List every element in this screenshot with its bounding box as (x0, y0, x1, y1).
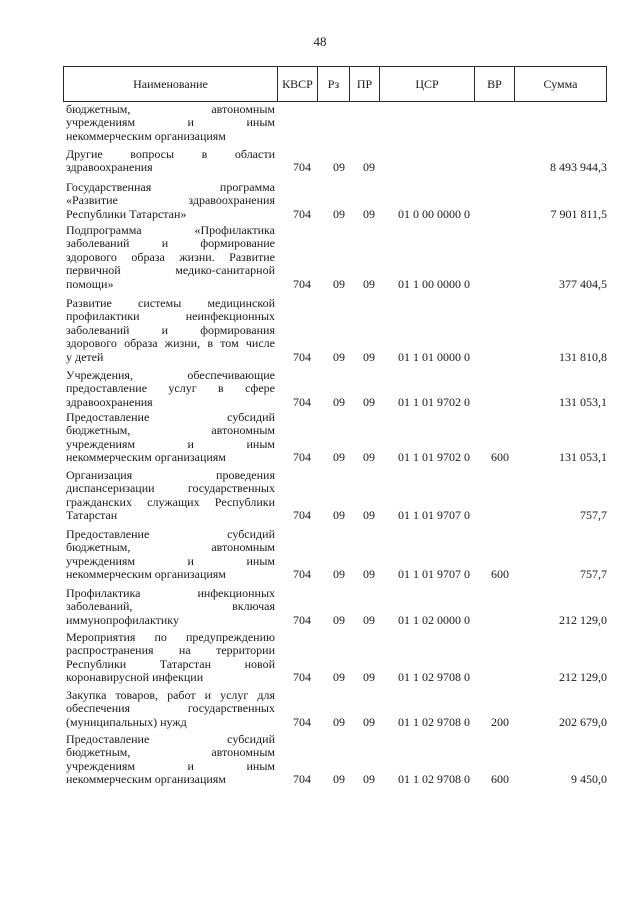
pr-cell: 09 (363, 160, 375, 175)
row-name-line: «Развитие здравоохранения (66, 193, 275, 208)
row-name (66, 469, 275, 523)
kvsr-cell: 704 (293, 450, 311, 465)
row-name-line: заболеваний, включая (66, 599, 275, 614)
row-name-line: иммунопрофилактику (66, 612, 179, 627)
row-name (66, 411, 275, 465)
rz-cell: 09 (333, 206, 345, 221)
row-name-line: Подпрограмма «Профилактика (66, 223, 275, 237)
row-name-line: здравоохранения (66, 160, 153, 175)
row-name-line: некоммерческим организациям (66, 128, 226, 143)
rz-cell: 09 (333, 612, 345, 627)
row-name-line: Организация проведения (66, 468, 275, 482)
kvsr-cell: 704 (293, 714, 311, 729)
kvsr-cell: 704 (293, 276, 311, 291)
row-name-line: диспансеризации государственных (66, 481, 275, 496)
csr-cell: 01 1 02 9708 0 (398, 772, 470, 787)
pr-cell: 09 (363, 206, 375, 221)
rz-cell: 09 (333, 714, 345, 729)
sum-cell: 131 053,1 (559, 394, 607, 409)
kvsr-cell: 704 (293, 349, 311, 364)
kvsr-cell: 704 (293, 508, 311, 523)
row-name-line: бюджетным, автономным (66, 540, 275, 555)
kvsr-cell: 704 (293, 206, 311, 221)
row-name (66, 528, 275, 582)
row-name-line: распространения на территории (66, 643, 275, 658)
row-name-line: здравоохранения (66, 394, 153, 409)
pr-cell: 09 (363, 394, 375, 409)
sum-cell: 377 404,5 (559, 276, 607, 291)
rz-cell: 09 (333, 160, 345, 175)
row-name-line: бюджетным, автономным (66, 745, 275, 760)
row-name-line: Мероприятия по предупреждению (66, 630, 275, 644)
sum-cell: 202 679,0 (559, 714, 607, 729)
pr-cell: 09 (363, 349, 375, 364)
rz-cell: 09 (333, 772, 345, 787)
row-name-line: Профилактика инфекционных (66, 586, 275, 600)
csr-cell: 01 0 00 0000 0 (398, 206, 470, 221)
kvsr-cell: 704 (293, 394, 311, 409)
row-name-line: Другие вопросы в области (66, 147, 275, 161)
row-name-line: учреждениям и иным (66, 436, 275, 451)
row-name (66, 369, 275, 409)
csr-cell: 01 1 01 9702 0 (398, 450, 470, 465)
vr-cell: 600 (491, 567, 509, 582)
pr-cell: 09 (363, 772, 375, 787)
row-name-line: некоммерческим организациям (66, 567, 226, 582)
row-name-line: Предоставление субсидий (66, 410, 275, 424)
pr-cell: 09 (363, 567, 375, 582)
rz-cell: 09 (333, 670, 345, 685)
header-name: Наименование (64, 67, 278, 102)
row-name-line: учреждениям и иным (66, 115, 275, 130)
row-name-line: (муниципальных) нужд (66, 714, 187, 729)
sum-cell: 7 901 811,5 (550, 206, 607, 221)
row-name-line: Предоставление субсидий (66, 527, 275, 541)
sum-cell: 131 810,8 (559, 349, 607, 364)
row-name-line: Татарстан (66, 508, 118, 523)
row-name-line: предоставление услуг в сфере (66, 381, 275, 396)
csr-cell: 01 1 02 9708 0 (398, 670, 470, 685)
row-name-line: профилактики неинфекционных (66, 309, 275, 324)
row-name-line: Учреждения, обеспечивающие (66, 368, 275, 382)
pr-cell: 09 (363, 670, 375, 685)
vr-cell: 200 (491, 714, 509, 729)
row-name-line: заболеваний и формирования (66, 322, 275, 337)
sum-cell: 212 129,0 (559, 670, 607, 685)
header-sum: Сумма (515, 67, 607, 102)
pr-cell: 09 (363, 508, 375, 523)
header-csr: ЦСР (380, 67, 475, 102)
row-name-line: гражданских служащих Республики (66, 494, 275, 509)
row-name-line: заболеваний и формирование (66, 236, 275, 251)
rz-cell: 09 (333, 349, 345, 364)
row-name-line: обеспечения государственных (66, 701, 275, 716)
row-name-line: бюджетным, автономным (66, 102, 275, 116)
rz-cell: 09 (333, 276, 345, 291)
row-name-line: Республики Татарстан» (66, 206, 187, 221)
row-name (66, 631, 275, 685)
row-name (66, 689, 275, 729)
page-number: 48 (313, 34, 327, 49)
table-header (63, 66, 607, 102)
row-name-line: помощи» (66, 276, 114, 291)
sum-cell: 9 450,0 (571, 772, 607, 787)
csr-cell: 01 1 02 0000 0 (398, 612, 470, 627)
kvsr-cell: 704 (293, 772, 311, 787)
row-name-line: Предоставление субсидий (66, 732, 275, 746)
row-name (66, 224, 275, 291)
header-vr: ВР (475, 67, 515, 102)
vr-cell: 600 (491, 772, 509, 787)
row-name-line: Государственная программа (66, 180, 275, 194)
row-name-line: здорового образа жизни, в том числе (66, 336, 275, 351)
sum-cell: 212 129,0 (559, 612, 607, 627)
csr-cell: 01 1 02 9708 0 (398, 714, 470, 729)
sum-cell: 8 493 944,3 (550, 160, 607, 175)
row-name (66, 181, 275, 221)
csr-cell: 01 1 01 9707 0 (398, 508, 470, 523)
row-name-line: у детей (66, 349, 104, 364)
kvsr-cell: 704 (293, 567, 311, 582)
row-name-line: учреждениям и иным (66, 758, 275, 773)
row-name-line: некоммерческим организациям (66, 450, 226, 465)
row-name-line: учреждениям и иным (66, 553, 275, 568)
sum-cell: 757,7 (580, 508, 607, 523)
row-name-line: бюджетным, автономным (66, 423, 275, 438)
pr-cell: 09 (363, 714, 375, 729)
sum-cell: 131 053,1 (559, 450, 607, 465)
kvsr-cell: 704 (293, 612, 311, 627)
csr-cell: 01 1 01 9702 0 (398, 394, 470, 409)
csr-cell: 01 1 01 9707 0 (398, 567, 470, 582)
row-name-line: Республики Татарстан новой (66, 656, 275, 671)
rz-cell: 09 (333, 394, 345, 409)
csr-cell: 01 1 01 0000 0 (398, 349, 470, 364)
rz-cell: 09 (333, 508, 345, 523)
csr-cell: 01 1 00 0000 0 (398, 276, 470, 291)
row-name (66, 297, 275, 364)
row-name (66, 733, 275, 787)
header-pr: ПР (350, 67, 380, 102)
row-name (66, 148, 275, 175)
row-name-line: Закупка товаров, работ и услуг для (66, 688, 275, 702)
row-name-line: некоммерческим организациям (66, 772, 226, 787)
header-rz: Рз (318, 67, 350, 102)
row-name-line: здорового образа жизни. Развитие (66, 249, 275, 264)
row-name-line: Развитие системы медицинской (66, 296, 275, 310)
vr-cell: 600 (491, 450, 509, 465)
row-name (66, 103, 275, 143)
sum-cell: 757,7 (580, 567, 607, 582)
row-name-line: первичной медико-санитарной (66, 263, 275, 278)
pr-cell: 09 (363, 276, 375, 291)
row-name (66, 587, 275, 627)
pr-cell: 09 (363, 612, 375, 627)
pr-cell: 09 (363, 450, 375, 465)
kvsr-cell: 704 (293, 670, 311, 685)
kvsr-cell: 704 (293, 160, 311, 175)
rz-cell: 09 (333, 450, 345, 465)
rz-cell: 09 (333, 567, 345, 582)
row-name-line: коронавирусной инфекции (66, 670, 204, 685)
header-kvsr: КВСР (278, 67, 318, 102)
